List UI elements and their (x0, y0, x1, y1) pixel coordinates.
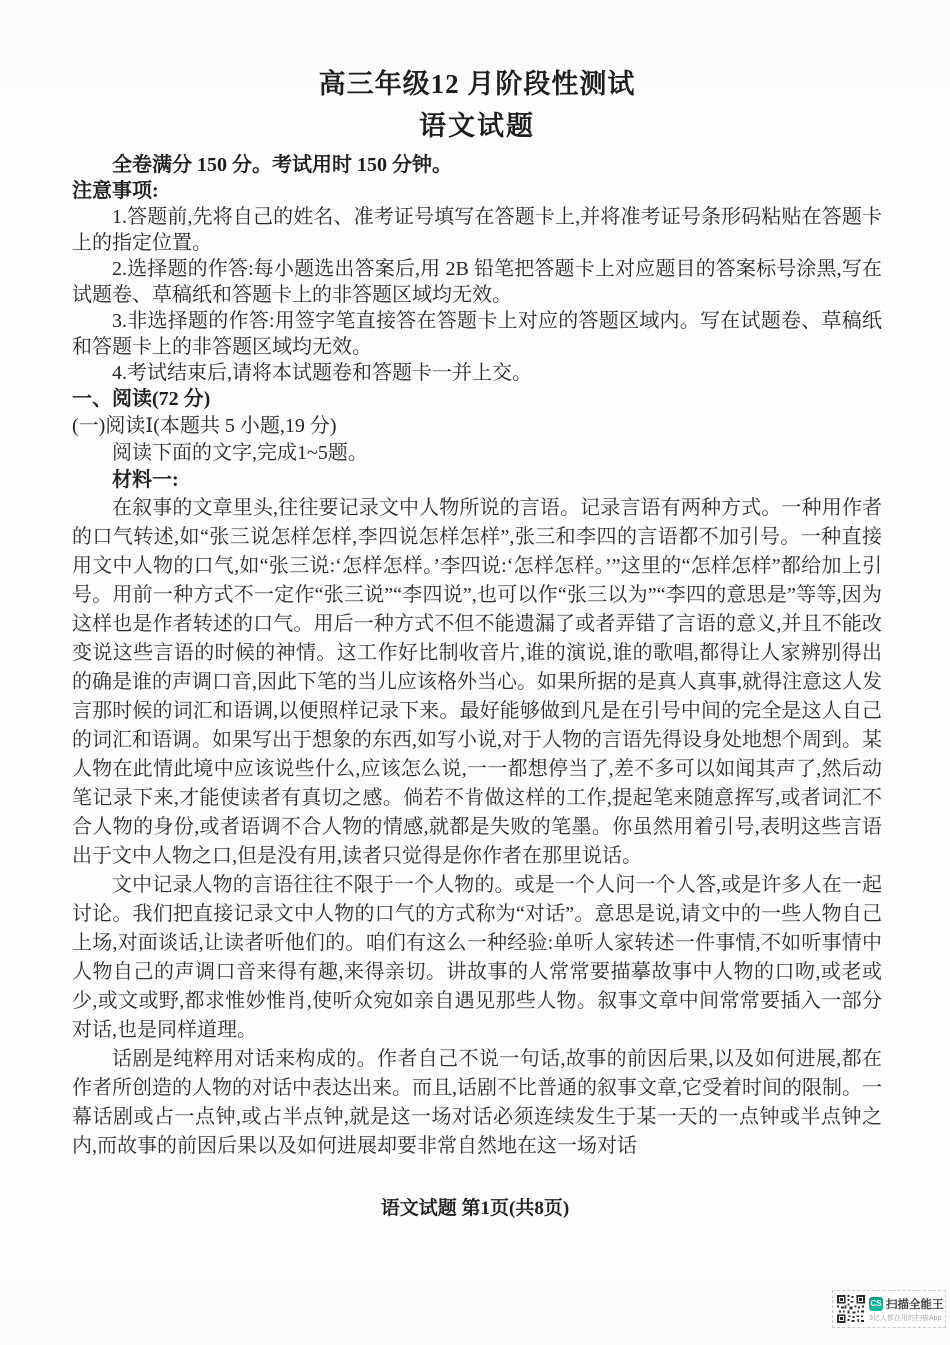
camscanner-watermark (832, 1290, 946, 1328)
page-footer: 语文试题 第1页(共8页) (380, 1198, 570, 1219)
material-paragraph: 文中记录人物的言语往往不限于一个人物的。或是一个人问一个人答,或是许多人在一起讨论。我们把直接记录文中人物的口气的方式称为“对话”。意思是说,请文中的一些人物自己上场,对面谈话,让读者听他们的。咱们有这么一种经验:单听人家转述一件事情,不如听事情中人物自己的声调口音来得有趣,来得亲切。讲故事的人常常要描摹故事中人物的口吻,或老或少,或文或野,都求惟妙惟肖,使听众宛如亲自遇见那些人物。叙事文章中间常常要插入一部分对话,也是同样道理。 (72, 874, 882, 1041)
part-heading-reading-1: (一)阅读Ⅰ(本题共 5 小题,19 分) (72, 415, 337, 437)
notice-item: 3.非选择题的作答:用签字笔直接答在答题卡上对应的答题区域内。写在试题卷、草稿纸和答题卡上的非答题区域均无效。 (72, 310, 882, 358)
section-heading-reading: 一、阅读(72 分) (72, 388, 211, 410)
exam-info: 全卷满分 150 分。考试用时 150 分钟。 (112, 154, 452, 176)
camscanner-logo-icon: CS (869, 1297, 883, 1311)
qr-code-icon (837, 1295, 865, 1323)
reading-instruction: 阅读下面的文字,完成1~5题。 (112, 442, 368, 464)
notice-list (72, 204, 882, 386)
paper-title: 语文试题 (419, 111, 535, 141)
notice-heading: 注意事项: (72, 180, 159, 202)
camscanner-label-group (869, 1296, 944, 1323)
camscanner-app-name: 扫描全能王 (886, 1298, 944, 1311)
exam-title: 高三年级12 月阶段性测试 (318, 69, 636, 99)
notice-item: 1.答题前,先将自己的姓名、准考证号填写在答题卡上,并将准考证号条形码粘贴在答题卡上的指定位置。 (72, 206, 882, 254)
material-paragraph: 话剧是纯粹用对话来构成的。作者自己不说一句话,故事的前因后果,以及如何进展,都在作者所创造的人物的对话中表达出来。而且,话剧不比普通的叙事文章,它受着时间的限制。一幕话剧或占一点钟,或占半点钟,就是这一场对话必须连续发生于某一天的一点钟或半点钟之内,而故事的前因后果以及如何进展却要非常自然地在这一场对话 (72, 1048, 882, 1157)
camscanner-tagline: 3亿人都在用的扫描App (869, 1314, 941, 1322)
notice-item: 4.考试结束后,请将本试题卷和答题卡一并上交。 (112, 362, 532, 384)
material-one-label: 材料一: (112, 469, 179, 491)
material-paragraph: 在叙事的文章里头,往往要记录文中人物所说的言语。记录言语有两种方式。一种用作者的口气转述,如“张三说怎样怎样,李四说怎样怎样”,张三和李四的言语都不加引号。一种直接用文中人物的口气,如“张三说:‘怎样怎样。’李四说:‘怎样怎样。’”这里的“怎样怎样”都给加上引号。用前一种方式不一定作“张三说”“李四说”,也可以作“张三以为”“李四的意思是”等等,因为这样也是作者转述的口气。用后一种方式不但不能遗漏了或者弄错了言语的意义,并且不能改变说这些言语的时候的神情。这工作好比制收音片,谁的演说,谁的歌唱,都得让人家辨别得出的确是谁的声调口音,因此下笔的当儿应该格外当心。如果所据的是真人真事,就得注意这人发言那时候的词汇和语调,以便照样记录下来。最好能够做到凡是在引号中间的完全是这人自己的词汇和语调。如果写出于想象的东西,如写小说,对于人物的言语先得设身处地想个周到。某人物在此情此境中应该说些什么,应该怎么说,一一都想停当了,差不多可以如闻其声了,然后动笔记录下来,才能使读者有真切之感。倘若不肯做这样的工作,提起笔来随意挥写,或者词汇不合人物的身份,或者语调不合人物的情感,就都是失败的笔墨。你虽然用着引号,表明这些言语出于文中人物之口,但是没有用,读者只觉得是你作者在那里说话。 (72, 497, 882, 867)
material-one-body (72, 494, 882, 1161)
notice-item: 2.选择题的作答:每小题选出答案后,用 2B 铅笔把答题卡上对应题目的答案标号涂黑,写在试题卷、草稿纸和答题卡上的非答题区域均无效。 (72, 258, 882, 306)
